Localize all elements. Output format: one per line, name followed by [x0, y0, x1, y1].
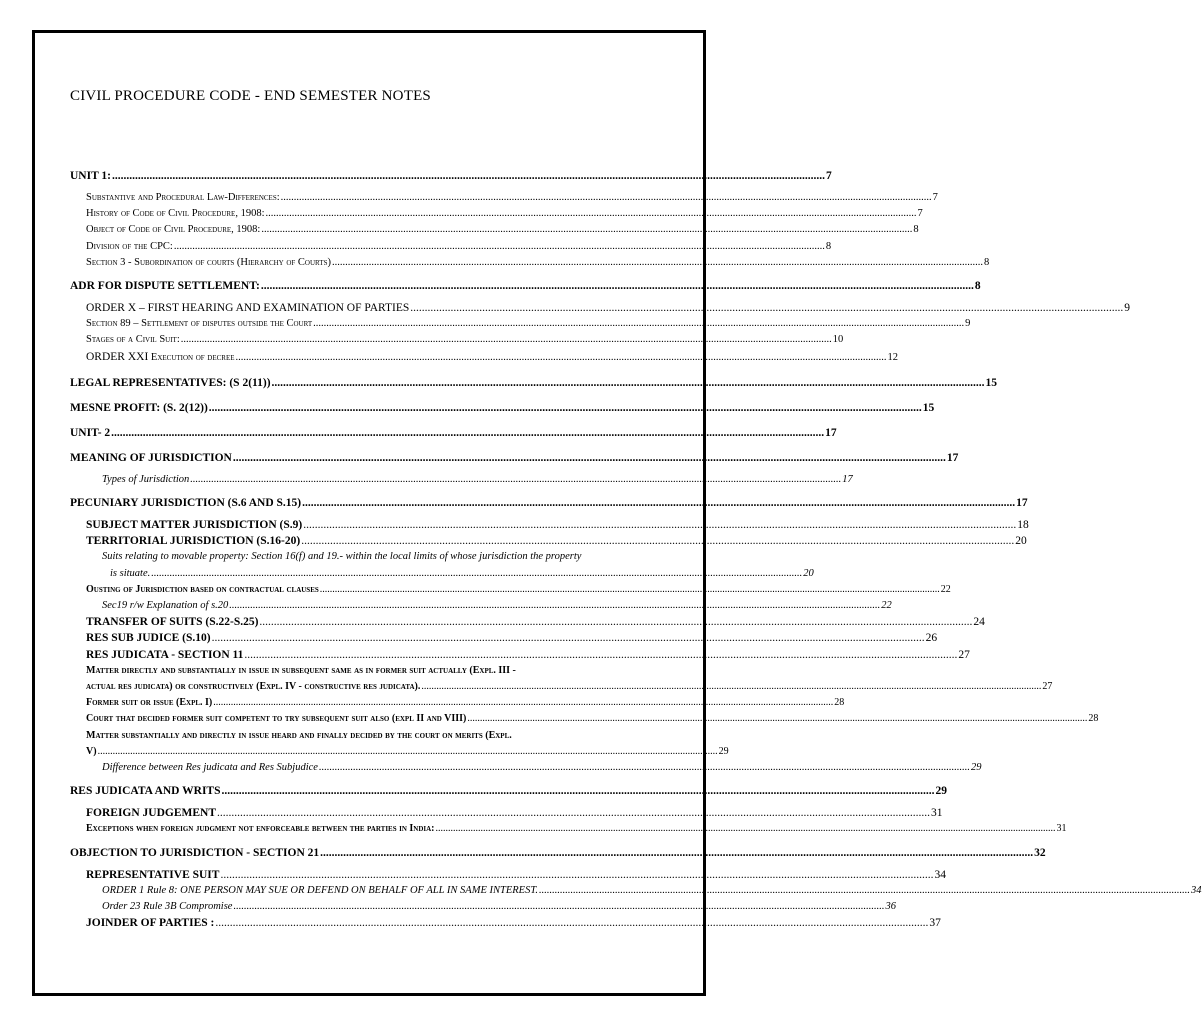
toc-entry[interactable]: History of Code of Civil Procedure, 1908: ..... 7 [70, 206, 698, 222]
toc-entry-first-line[interactable]: Suits relating to movable property: Section 16(f) and 19.- within the local limits of whose jurisdiction the property [102, 551, 582, 563]
toc-entry[interactable]: ORDER 1 Rule 8: ONE PERSON MAY SUE OR DEFEND ON BEHALF OF ALL IN SAME INTEREST. ..... 34 [70, 883, 698, 899]
toc-entry[interactable]: SUBJECT MATTER JURISDICTION (S.9) ..... 18 [70, 517, 698, 533]
toc-entry[interactable]: JOINDER OF PARTIES : ..... 37 [70, 915, 698, 931]
toc-entry[interactable]: ORDER X – FIRST HEARING AND EXAMINATION OF PARTIES ..... 9 [70, 300, 698, 316]
toc-entry[interactable]: RES JUDICATA AND WRITS ..... 29 [70, 781, 698, 801]
toc-entry[interactable]: MESNE PROFIT: (S. 2(12)) ..... 15 [70, 398, 698, 418]
toc-entry[interactable]: Substantive and Procedural Law-Differences: ..... 7 [70, 190, 698, 206]
toc-entry[interactable]: RES SUB JUDICE (S.10) ..... 26 [70, 630, 698, 646]
toc-entry[interactable]: Types of Jurisdiction ..... 17 [70, 472, 698, 488]
toc-entry[interactable]: Difference between Res judicata and Res Subjudice ..... 29 [70, 760, 698, 776]
toc-entry[interactable]: UNIT 1: ..... 7 [70, 166, 698, 186]
toc-entry[interactable]: Ousting of Jurisdiction based on contractual clauses ..... 22 [70, 582, 698, 598]
toc-entry[interactable]: TERRITORIAL JURISDICTION (S.16-20) ..... 20 [70, 533, 698, 549]
toc-entry[interactable]: Division of the CPC: ..... 8 [70, 239, 698, 255]
toc-entry[interactable]: LEGAL REPRESENTATIVES: (S 2(11)) ..... 15 [70, 373, 698, 393]
toc-entry[interactable]: TRANSFER OF SUITS (S.22-S.25) ..... 24 [70, 614, 698, 630]
toc-entry[interactable]: is situate. ..... 20 [70, 566, 698, 582]
toc-entry[interactable]: Court that decided former suit competent to try subsequent suit also (expl II and VIII) ..... 28 [70, 711, 698, 727]
toc-entry[interactable]: actual res judicata) or constructively (Expl. IV - constructive res judicata). ..... 27 [70, 679, 698, 695]
toc-entry[interactable]: Former suit or issue (Expl. I) ..... 28 [70, 695, 698, 711]
toc-entry[interactable]: ADR FOR DISPUTE SETTLEMENT: ..... 8 [70, 276, 698, 296]
toc-entry[interactable]: Object of Code of Civil Procedure, 1908: ..... 8 [70, 222, 698, 238]
toc-entry[interactable]: V) ..... 29 [70, 744, 698, 760]
toc-entry[interactable]: Section 89 – Settlement of disputes outside the Court ..... 9 [70, 316, 698, 332]
toc-entry[interactable]: Sec19 r/w Explanation of s.20 ..... 22 [70, 598, 698, 614]
table-of-contents [70, 165, 1202, 932]
toc-entry[interactable]: ORDER XXI Execution of decree ..... 12 [70, 349, 698, 366]
toc-entry[interactable]: Section 3 - Subordination of courts (Hierarchy of Courts) ..... 8 [70, 255, 698, 271]
toc-entry-first-line[interactable]: Matter directly and substantially in issue in subsequent same as in former suit actually (Expl. III - [86, 664, 516, 676]
toc-entry[interactable]: REPRESENTATIVE SUIT ..... 34 [70, 867, 698, 883]
toc-entry[interactable]: RES JUDICATA - SECTION 11 ..... 27 [70, 647, 698, 663]
toc-entry[interactable]: Order 23 Rule 3B Compromise ..... 36 [70, 899, 698, 915]
toc-entry[interactable]: OBJECTION TO JURISDICTION - SECTION 21 ..... 32 [70, 843, 698, 863]
toc-entry[interactable]: MEANING OF JURISDICTION ..... 17 [70, 448, 698, 468]
toc-entry[interactable]: Stages of a Civil Suit: ..... 10 [70, 332, 698, 348]
document-title: CIVIL PROCEDURE CODE - END SEMESTER NOTES [70, 88, 431, 104]
toc-entry[interactable]: FOREIGN JUDGEMENT ..... 31 [70, 805, 698, 821]
toc-entry-first-line[interactable]: Matter substantially and directly in issue heard and finally decided by the court on merits (Expl. [86, 729, 512, 741]
toc-entry[interactable]: PECUNIARY JURISDICTION (S.6 AND S.15) ..... 17 [70, 493, 698, 513]
toc-entry[interactable]: UNIT- 2 ..... 17 [70, 423, 698, 443]
toc-entry[interactable]: Exceptions when foreign judgment not enforceable between the parties in India: ..... 31 [70, 821, 698, 837]
